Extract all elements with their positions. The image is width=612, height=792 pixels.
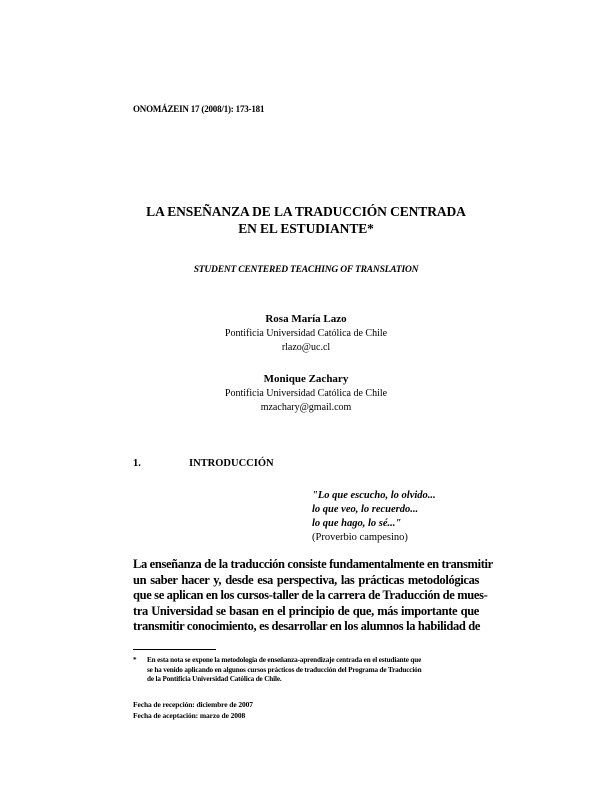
footnote-line: En esta nota se expone la metodología de enseñanza-aprendizaje centrada en el estudiante que bbox=[147, 656, 422, 664]
epigraph-line: "Lo que escucho, lo olvido... bbox=[312, 490, 436, 501]
epigraph bbox=[312, 489, 436, 545]
author-name: Monique Zachary bbox=[263, 373, 349, 385]
body-line: La enseñanza de la traducción consiste fundamentalmente en transmitir bbox=[133, 557, 493, 571]
epigraph-source: (Proverbio campesino) bbox=[312, 532, 408, 543]
publication-dates bbox=[133, 699, 253, 721]
article-title bbox=[100, 203, 512, 237]
author-name: Rosa María Lazo bbox=[265, 313, 347, 325]
body-line: tra Universidad se basan en el principio de que, más importante que bbox=[133, 603, 479, 618]
footnote-divider bbox=[133, 649, 216, 650]
author-affiliation: Pontificia Universidad Católica de Chile bbox=[224, 328, 388, 339]
footnote-line: de la Pontificia Universidad Católica de Chile. bbox=[147, 675, 282, 683]
footnote-line: se ha venido aplicando en algunos cursos prácticos de traducción del Programa de Traducción bbox=[147, 665, 422, 674]
author-block bbox=[150, 371, 462, 415]
epigraph-line: lo que veo, lo recuerdo... bbox=[312, 504, 419, 515]
author-email[interactable]: mzachary@gmail.com bbox=[260, 402, 352, 413]
section-title: INTRODUCCIÓN bbox=[189, 458, 274, 469]
article-title-line-2: EN EL ESTUDIANTE* bbox=[238, 221, 374, 236]
accepted-date: Fecha de aceptación: marzo de 2008 bbox=[133, 711, 246, 720]
article-subtitle: STUDENT CENTERED TEACHING OF TRANSLATION bbox=[193, 265, 419, 275]
body-line: transmitir conocimiento, es desarrollar en los alumnos la habilidad de bbox=[133, 619, 481, 633]
body-paragraph bbox=[133, 557, 493, 635]
received-date: Fecha de recepción: diciembre de 2007 bbox=[133, 700, 253, 709]
footnote bbox=[133, 656, 479, 685]
body-line: un saber hacer y, desde esa perspectiva, las prácticas metodológicas bbox=[133, 572, 479, 587]
section-heading bbox=[133, 458, 274, 469]
footnote-text bbox=[147, 656, 479, 685]
author-block bbox=[150, 311, 462, 355]
journal-reference: ONOMÁZEIN 17 (2008/1): 173-181 bbox=[133, 104, 265, 114]
author-email[interactable]: rlazo@uc.cl bbox=[281, 342, 331, 353]
author-affiliation: Pontificia Universidad Católica de Chile bbox=[224, 388, 388, 399]
article-title-line-1: LA ENSEÑANZA DE LA TRADUCCIÓN CENTRADA bbox=[146, 204, 466, 219]
epigraph-line: lo que hago, lo sé..." bbox=[312, 518, 402, 529]
section-number: 1. bbox=[133, 458, 141, 469]
body-line: que se aplican en los cursos-taller de la carrera de Traducción de mues- bbox=[133, 588, 488, 602]
footnote-mark: * bbox=[133, 656, 137, 664]
